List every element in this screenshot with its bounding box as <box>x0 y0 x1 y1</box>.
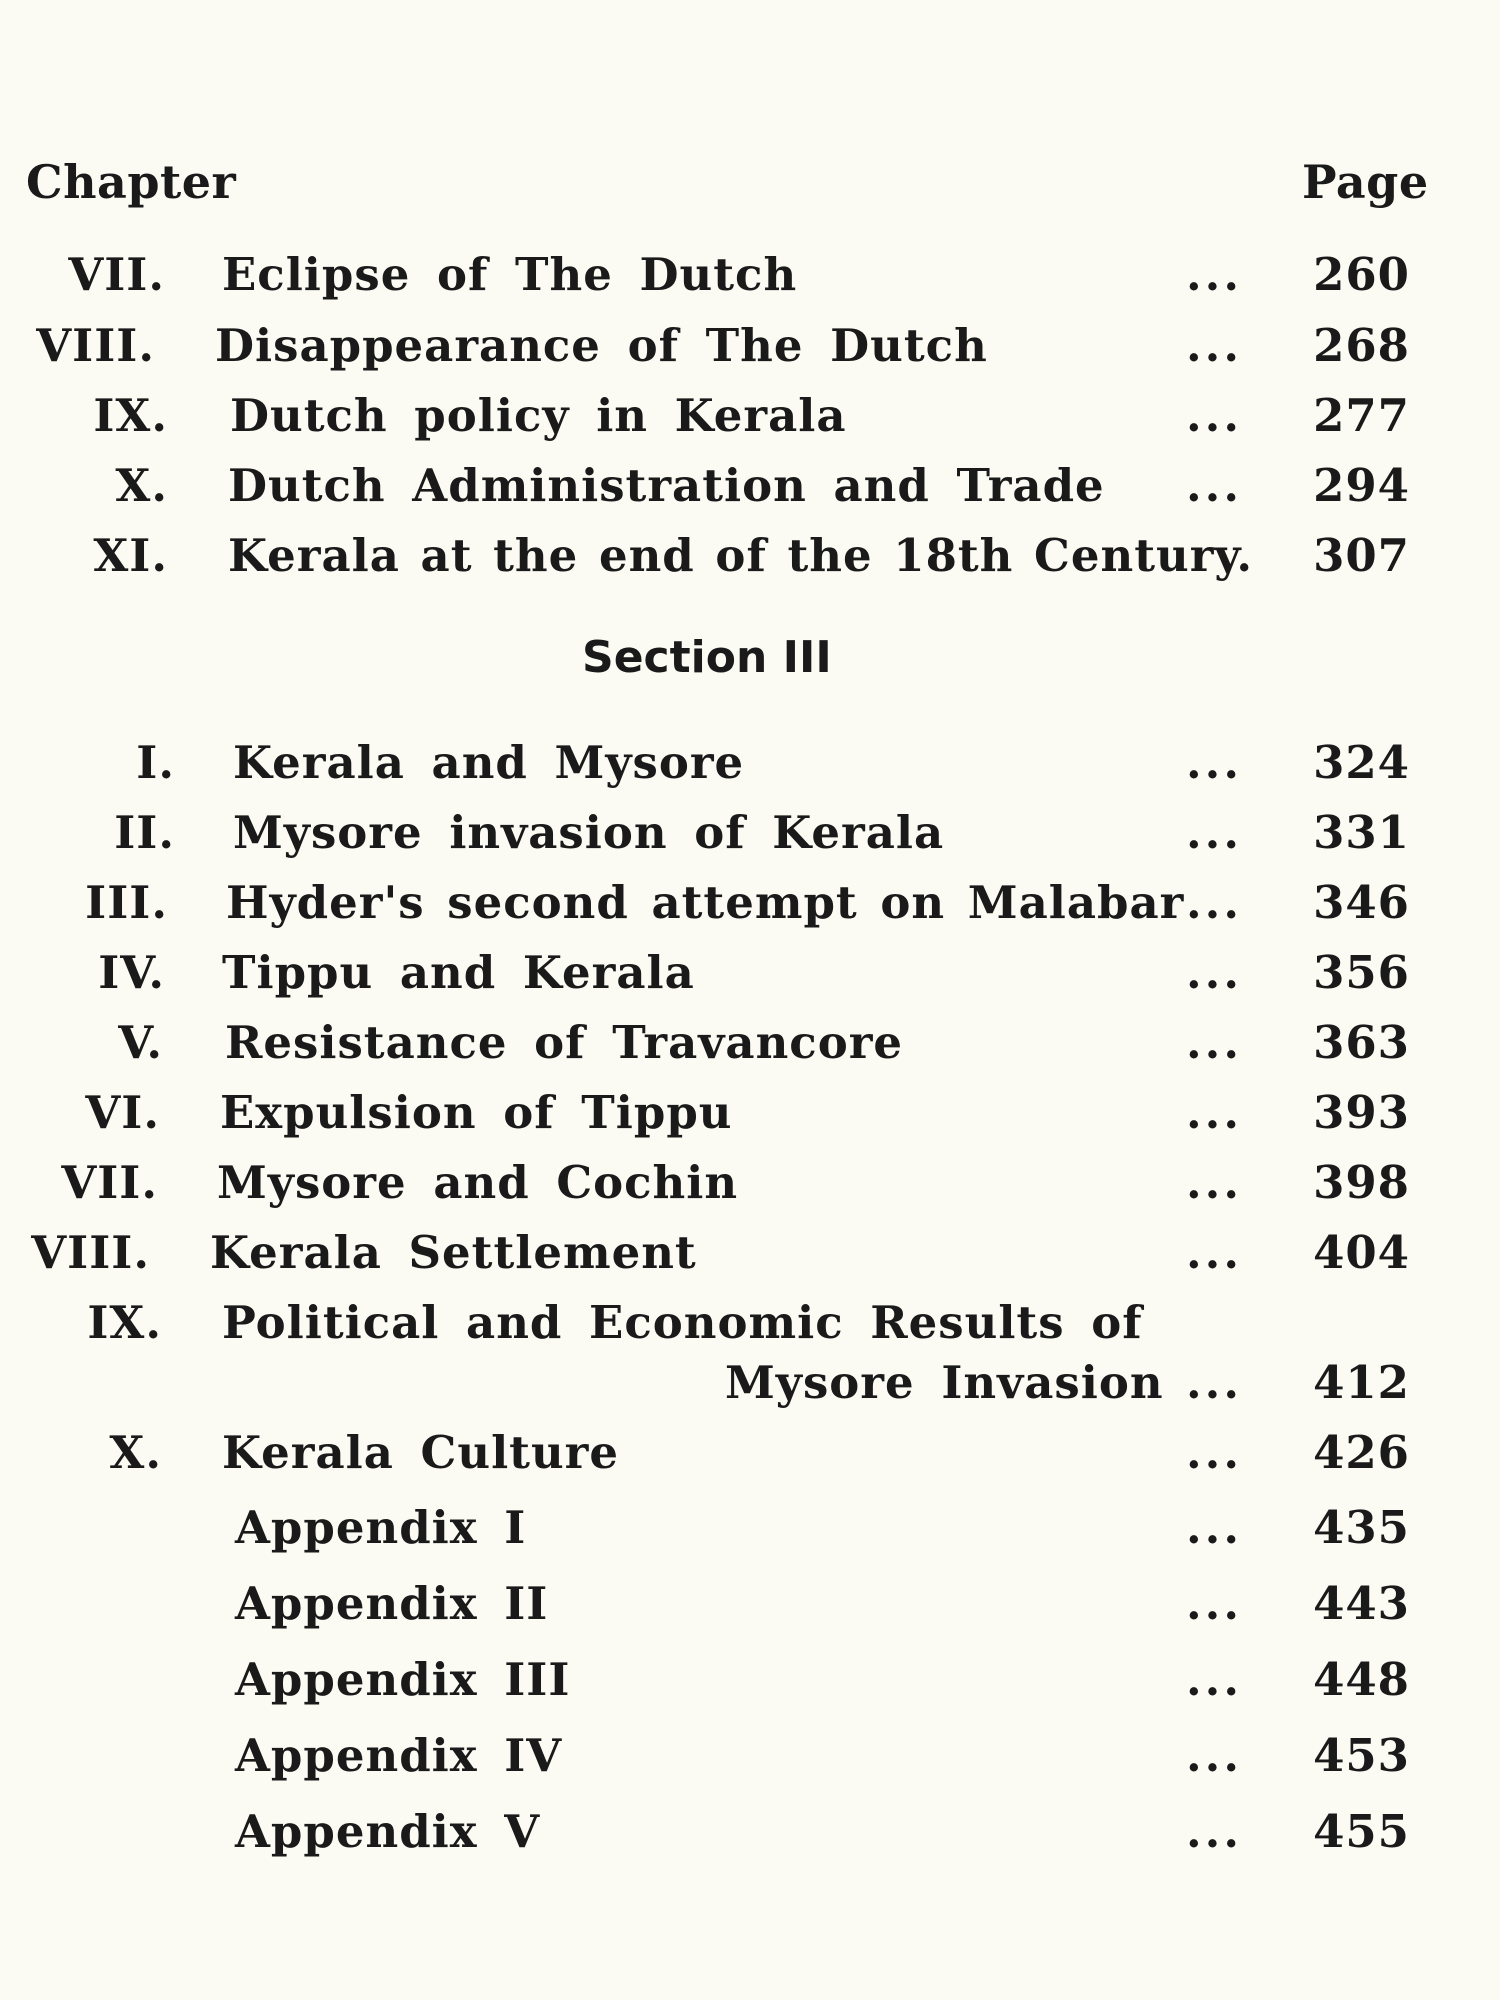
page-number: 393 <box>1313 1086 1410 1139</box>
chapter-number: IV. <box>98 946 165 999</box>
page-number: 324 <box>1313 736 1410 789</box>
appendix-entry <box>0 1650 1500 1710</box>
leader-dots: ... <box>1186 1577 1242 1630</box>
leader-dots: ... <box>1186 1226 1242 1279</box>
chapter-number: VI. <box>85 1086 160 1139</box>
toc-entry <box>0 456 1500 516</box>
toc-entry <box>0 245 1500 305</box>
appendix-title: Appendix I <box>235 1501 527 1554</box>
toc-entry <box>0 943 1500 1003</box>
toc-entry-continuation <box>0 1353 1500 1413</box>
page-number: 404 <box>1313 1226 1410 1279</box>
toc-entry <box>0 803 1500 863</box>
page-number: 426 <box>1313 1426 1410 1479</box>
chapter-number: VIII. <box>36 319 155 372</box>
chapter-title: Eclipse of The Dutch <box>222 248 798 301</box>
toc-entry <box>0 1223 1500 1283</box>
leader-dots: ... <box>1186 1729 1242 1782</box>
page-number: 294 <box>1313 459 1410 512</box>
page-number: 412 <box>1313 1356 1410 1409</box>
page-number: 346 <box>1313 876 1410 929</box>
leader-dots: ... <box>1186 1356 1242 1409</box>
appendix-entry <box>0 1574 1500 1634</box>
chapter-number: VII. <box>61 1156 158 1209</box>
chapter-title: Dutch Administration and Trade <box>228 459 1105 512</box>
page-number: 260 <box>1313 248 1410 301</box>
chapter-title: Resistance of Travancore <box>225 1016 904 1069</box>
page-number: 268 <box>1313 319 1410 372</box>
page-number: 356 <box>1313 946 1410 999</box>
chapter-number: III. <box>85 876 168 929</box>
page-number: 331 <box>1313 806 1410 859</box>
chapter-number: IX. <box>87 1296 162 1349</box>
chapter-number: I. <box>136 736 175 789</box>
page-column-header: Page <box>1302 155 1429 209</box>
page-number: 443 <box>1313 1577 1410 1630</box>
chapter-title: Hyder's second attempt on Malabar <box>226 876 1185 929</box>
appendix-title: Appendix II <box>235 1577 549 1630</box>
page-number: 435 <box>1313 1501 1410 1554</box>
appendix-entry <box>0 1498 1500 1558</box>
chapter-number: X. <box>109 1426 162 1479</box>
toc-entry <box>0 316 1500 376</box>
toc-entry <box>0 386 1500 446</box>
chapter-title: Kerala at the end of the 18th Century. <box>228 529 1254 582</box>
leader-dots: ... <box>1186 319 1242 372</box>
page-number: 453 <box>1313 1729 1410 1782</box>
chapter-title: Tippu and Kerala <box>222 946 695 999</box>
chapter-title: Political and Economic Results of <box>222 1296 1143 1349</box>
chapter-title: Kerala Settlement <box>210 1226 697 1279</box>
chapter-number: X. <box>115 459 168 512</box>
appendix-entry <box>0 1726 1500 1786</box>
chapter-title: Disappearance of The Dutch <box>215 319 988 372</box>
appendix-title: Appendix III <box>235 1653 571 1706</box>
leader-dots: ... <box>1186 1653 1242 1706</box>
leader-dots: ... <box>1186 806 1242 859</box>
page-number: 448 <box>1313 1653 1410 1706</box>
chapter-title: Mysore and Cochin <box>217 1156 739 1209</box>
leader-dots: ... <box>1186 248 1242 301</box>
page-number: 455 <box>1313 1805 1410 1858</box>
toc-entry <box>0 733 1500 793</box>
leader-dots: ... <box>1186 1016 1242 1069</box>
leader-dots: ... <box>1186 1086 1242 1139</box>
leader-dots: ... <box>1186 946 1242 999</box>
leader-dots: ... <box>1186 1156 1242 1209</box>
page-number: 307 <box>1313 529 1410 582</box>
appendix-entry <box>0 1802 1500 1862</box>
page-number: 398 <box>1313 1156 1410 1209</box>
leader-dots: ... <box>1186 736 1242 789</box>
page-number: 363 <box>1313 1016 1410 1069</box>
chapter-number: V. <box>118 1016 163 1069</box>
page-number: 277 <box>1313 389 1410 442</box>
toc-entry <box>0 1083 1500 1143</box>
chapter-number: XI. <box>93 529 168 582</box>
toc-entry <box>0 1293 1500 1353</box>
chapter-title: Kerala and Mysore <box>233 736 745 789</box>
appendix-title: Appendix IV <box>235 1729 563 1782</box>
chapter-title: Expulsion of Tippu <box>220 1086 733 1139</box>
appendix-title: Appendix V <box>235 1805 541 1858</box>
chapter-title-continued: Mysore Invasion <box>725 1356 1164 1409</box>
toc-entry <box>0 1153 1500 1213</box>
chapter-number: IX. <box>93 389 168 442</box>
toc-entry <box>0 526 1500 586</box>
chapter-title: Mysore invasion of Kerala <box>233 806 945 859</box>
leader-dots: ... <box>1186 459 1242 512</box>
leader-dots: ... <box>1186 389 1242 442</box>
leader-dots: ... <box>1186 1426 1242 1479</box>
section-heading: Section III <box>582 632 832 683</box>
chapter-column-header: Chapter <box>26 155 237 209</box>
chapter-title: Kerala Culture <box>222 1426 620 1479</box>
leader-dots: ... <box>1186 1805 1242 1858</box>
toc-entry <box>0 1423 1500 1483</box>
toc-entry <box>0 1013 1500 1073</box>
chapter-title: Dutch policy in Kerala <box>230 389 847 442</box>
leader-dots: ... <box>1186 876 1242 929</box>
chapter-number: VIII. <box>31 1226 150 1279</box>
chapter-number: VII. <box>68 248 165 301</box>
leader-dots: ... <box>1186 1501 1242 1554</box>
toc-entry <box>0 873 1500 933</box>
chapter-number: II. <box>114 806 175 859</box>
